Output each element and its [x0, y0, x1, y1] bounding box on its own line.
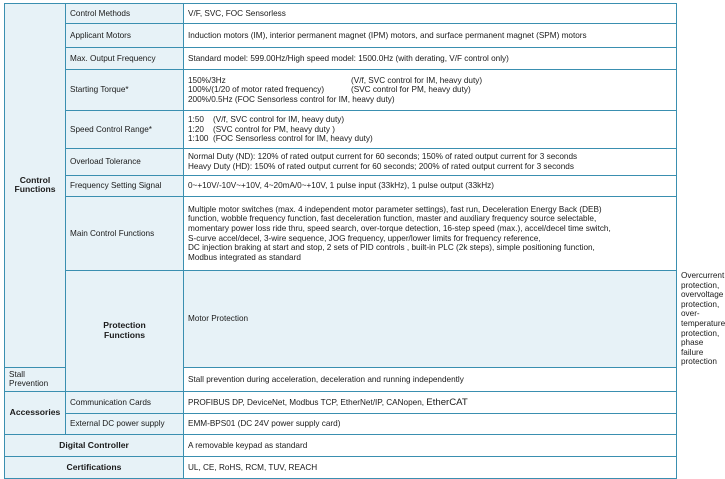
row-label-control-methods: Control Methods: [66, 4, 184, 24]
table-row: [5, 197, 677, 271]
table-row: [5, 70, 677, 111]
speed-range-line: 1:100 (FOC Sensorless control for IM, heavy duty): [188, 134, 373, 144]
category-protection-functions: Protection Functions: [66, 271, 184, 392]
category-accessories: Accessories: [5, 391, 66, 434]
row-value-speed-control-range: [184, 111, 677, 149]
row-value-main-control-functions: [184, 197, 677, 271]
starting-torque-line: 150%/3Hz (V/f, SVC control for IM, heavy duty): [188, 75, 483, 85]
category-control-functions: Control Functions: [5, 4, 66, 368]
table-row: [5, 456, 677, 478]
starting-torque-line: 200%/0.5Hz (FOC Sensorless control for IM, heavy duty): [188, 94, 395, 104]
row-label-starting-torque: Starting Torque*: [66, 70, 184, 111]
table-row: [5, 48, 677, 70]
row-label-digital-controller: Digital Controller: [5, 434, 184, 456]
row-label-max-output-frequency: Max. Output Frequency: [66, 48, 184, 70]
main-functions-line: function, wobble frequency function, fast deceleration function, master and auxiliary frequency source selectable,: [188, 214, 597, 224]
row-value-stall-prevention: Stall prevention during acceleration, deceleration and running independently: [184, 367, 677, 391]
table-row: [5, 4, 677, 24]
table-row: [5, 413, 677, 434]
table-row: [5, 111, 677, 149]
row-label-frequency-setting-signal: Frequency Setting Signal: [66, 176, 184, 197]
table-row: [5, 391, 677, 413]
row-value-starting-torque: [184, 70, 677, 111]
row-label-external-dc-power: External DC power supply: [66, 413, 184, 434]
speed-range-line: 1:20 (SVC control for PM, heavy duty ): [188, 124, 335, 134]
ethercat-text: EtherCAT: [426, 396, 468, 408]
main-functions-line: S-curve accel/decel, 3-wire sequence, JOG frequency, upper/lower limits for frequency reference,: [188, 233, 541, 243]
row-value-applicant-motors: Induction motors (IM), interior permanent magnet (IPM) motors, and surface permanent magnet (SPM) motors: [184, 24, 677, 48]
row-label-speed-control-range: Speed Control Range*: [66, 111, 184, 149]
row-value-communication-cards: PROFIBUS DP, DeviceNet, Modbus TCP, EtherNet/IP, CANopen, EtherCAT: [184, 391, 677, 413]
row-value-digital-controller: A removable keypad as standard: [184, 434, 677, 456]
main-functions-line: Modbus integrated as standard: [188, 252, 301, 262]
speed-range-line: 1:50 (V/f, SVC control for IM, heavy duty): [188, 115, 345, 125]
row-label-overload-tolerance: Overload Tolerance: [66, 149, 184, 176]
row-value-external-dc-power: EMM-BPS01 (DC 24V power supply card): [184, 413, 677, 434]
main-functions-line: DC injection braking at start and stop, 2 sets of PID controls , built-in PLC (2k steps), simple positioning function,: [188, 243, 595, 253]
specifications-table: [4, 3, 725, 479]
row-value-frequency-setting-signal: 0~+10V/-10V~+10V, 4~20mA/0~+10V, 1 pulse input (33kHz), 1 pulse output (33kHz): [184, 176, 677, 197]
row-label-stall-prevention: Stall Prevention: [5, 367, 66, 391]
overload-line: Normal Duty (ND): 120% of rated output current for 60 seconds; 150% of rated output current for 3 seconds: [188, 152, 578, 162]
main-functions-line: Multiple motor switches (max. 4 independent motor parameter settings), fast run, Deceleration Energy Back (DEB): [188, 204, 602, 214]
starting-torque-line: 100%/(1/20 of motor rated frequency) (SVC control for PM, heavy duty): [188, 85, 471, 95]
table-row: [5, 176, 677, 197]
row-value-certifications: UL, CE, RoHS, RCM, TUV, REACH: [184, 456, 677, 478]
row-value-overload-tolerance: [184, 149, 677, 176]
row-label-main-control-functions: Main Control Functions: [66, 197, 184, 271]
overload-line: Heavy Duty (HD): 150% of rated output current for 60 seconds; 200% of rated output current for 3 seconds: [188, 162, 574, 171]
row-label-motor-protection: Motor Protection: [184, 271, 677, 368]
row-value-max-output-frequency: Standard model: 599.00Hz/High speed model: 1500.0Hz (with derating, V/F control only): [184, 48, 677, 70]
table-row: [5, 434, 677, 456]
table-row: [5, 24, 677, 48]
table-row: Protection Functions Motor Protection Overcurrent protection, overvoltage protection, over-temperature protection, phase failure protection: [5, 271, 677, 368]
row-label-communication-cards: Communication Cards: [66, 391, 184, 413]
row-value-control-methods: V/F, SVC, FOC Sensorless: [184, 4, 677, 24]
table-row: [5, 149, 677, 176]
row-label-applicant-motors: Applicant Motors: [66, 24, 184, 48]
main-functions-line: momentary power loss ride thru, speed search, over-torque detection, 16-step speed (max.), accel/decel time switch,: [188, 223, 611, 233]
row-label-certifications: Certifications: [5, 456, 184, 478]
